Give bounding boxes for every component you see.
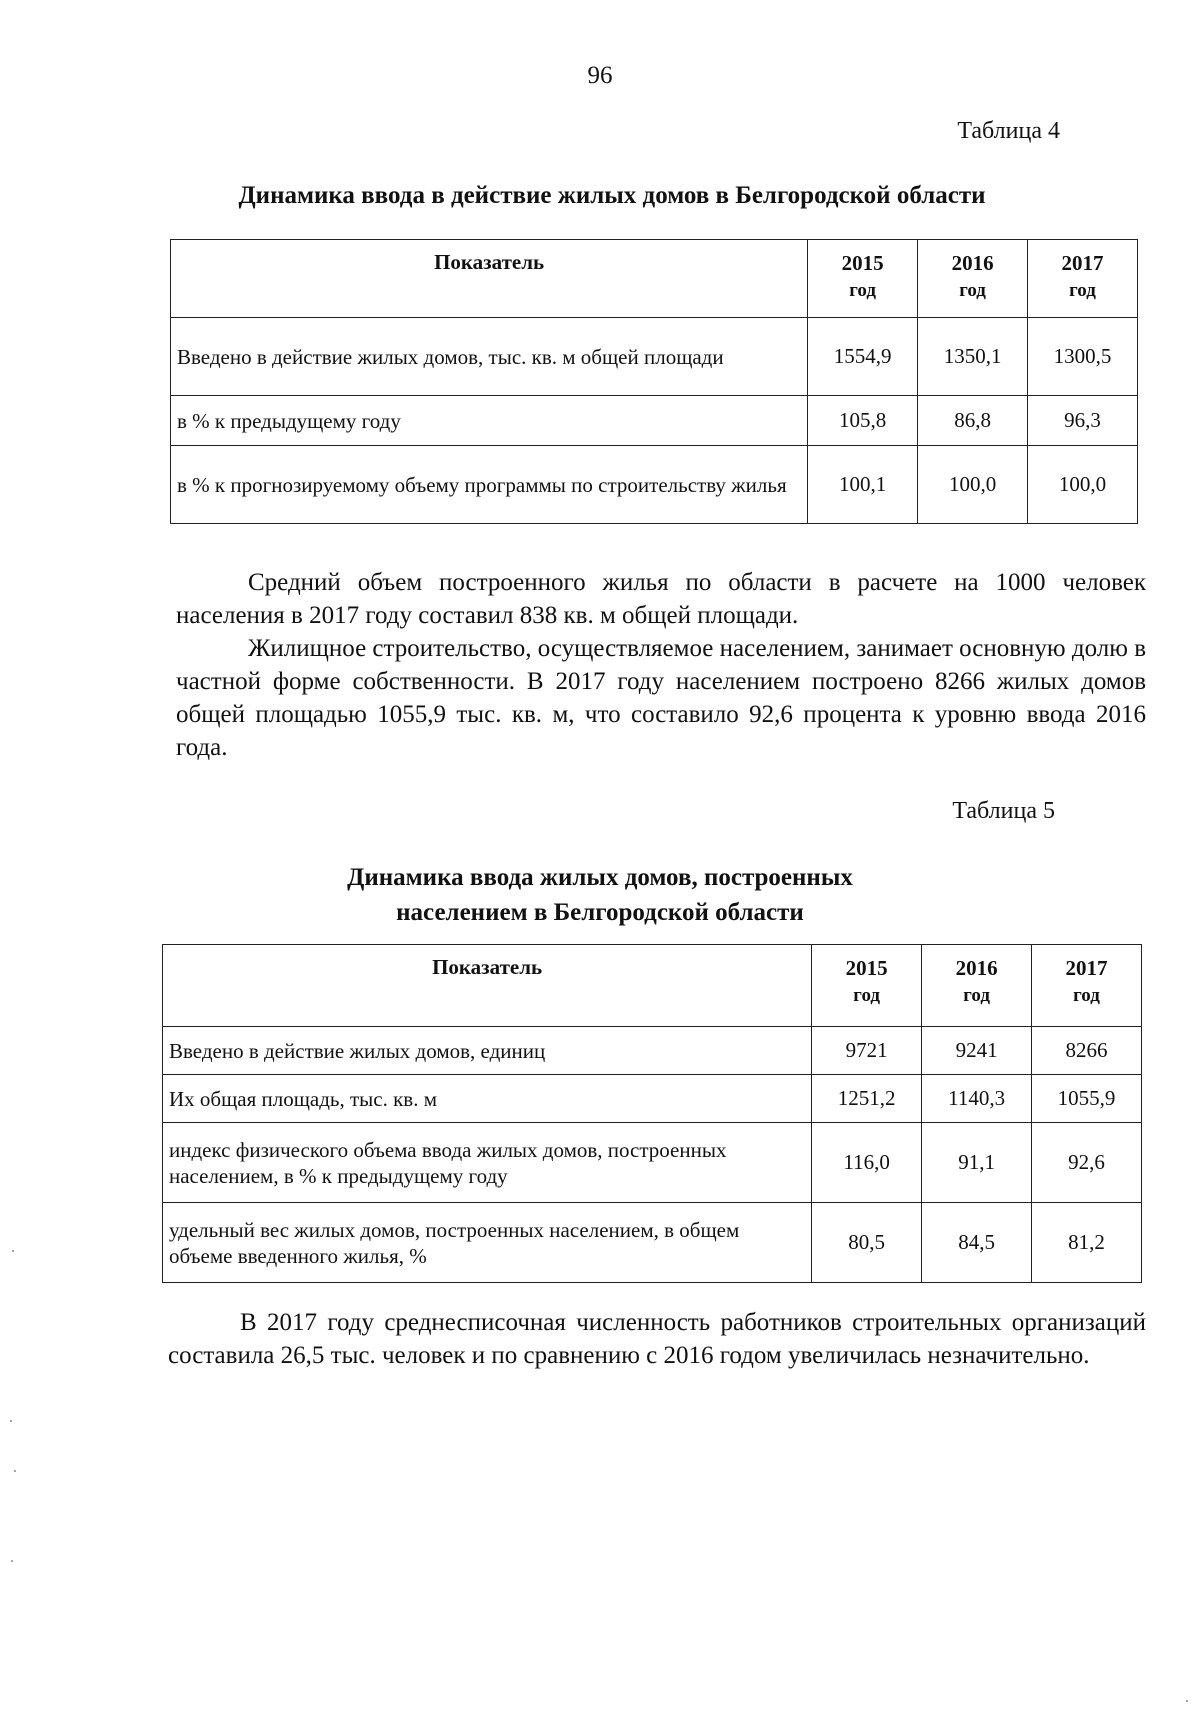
cell-value: 8266 — [1032, 1027, 1142, 1075]
table-row — [163, 1123, 1142, 1203]
cell-value: 9241 — [922, 1027, 1032, 1075]
page-number: 96 — [587, 62, 613, 89]
table5-title-line: Динамика ввода жилых домов, построенных — [347, 864, 853, 891]
table-row — [163, 1075, 1142, 1123]
table5-caption: Таблица 5 — [952, 798, 1055, 824]
row-label: Введено в действие жилых домов, единиц — [163, 1027, 812, 1075]
cell-value: 1140,3 — [922, 1075, 1032, 1123]
scan-speck — [10, 1420, 12, 1422]
table4-caption: Таблица 4 — [957, 118, 1060, 144]
table4 — [170, 239, 1138, 524]
cell-value: 1300,5 — [1028, 318, 1138, 396]
header-indicator: Показатель — [171, 240, 808, 318]
paragraph: В 2017 году среднесписочная численность работников строительных организаций составила 26,5 тыс. человек и по сравнению с 2016 годом увеличилась незначительно. — [168, 1309, 1146, 1369]
cell-value: 1554,9 — [808, 318, 918, 396]
table-header-row — [171, 240, 1138, 318]
header-year: 2017 год — [1032, 945, 1142, 1027]
cell-value: 105,8 — [808, 396, 918, 446]
table-row — [171, 318, 1138, 396]
header-year: 2016 год — [918, 240, 1028, 318]
header-indicator: Показатель — [163, 945, 812, 1027]
scan-speck — [1186, 1700, 1188, 1702]
row-label: в % к прогнозируемому объему программы по строительству жилья — [171, 446, 808, 524]
scan-speck — [14, 1470, 16, 1472]
row-label: в % к предыдущему году — [171, 396, 808, 446]
paragraph: Средний объем построенного жилья по области в расчете на 1000 человек населения в 2017 году составил 838 кв. м общей площади. — [176, 569, 1146, 629]
cell-value: 1055,9 — [1032, 1075, 1142, 1123]
row-label: удельный вес жилых домов, построенных населением, в общем объеме введенного жилья, % — [163, 1203, 812, 1283]
table-row — [171, 446, 1138, 524]
scan-speck — [12, 1250, 14, 1252]
cell-value: 9721 — [812, 1027, 922, 1075]
cell-value: 1251,2 — [812, 1075, 922, 1123]
header-year: 2017 год — [1028, 240, 1138, 318]
table4-title: Динамика ввода в действие жилых домов в Белгородской области — [238, 182, 986, 209]
table-row — [163, 1027, 1142, 1075]
cell-value: 81,2 — [1032, 1203, 1142, 1283]
table-header-row — [163, 945, 1142, 1027]
header-year: 2016 год — [922, 945, 1032, 1027]
cell-value: 96,3 — [1028, 396, 1138, 446]
header-year: 2015 год — [812, 945, 922, 1027]
cell-value: 100,0 — [918, 446, 1028, 524]
table5 — [162, 944, 1142, 1283]
paragraph: Жилищное строительство, осуществляемое населением, занимает основную долю в частной форме собственности. В 2017 году населением построено 8266 жилых домов общей площадью 1055,9 тыс. кв. м, что составило 92,6 процента к уровню ввода 2016 года. — [176, 635, 1146, 761]
cell-value: 80,5 — [812, 1203, 922, 1283]
row-label: индекс физического объема ввода жилых домов, построенных населением, в % к предыдущему году — [163, 1123, 812, 1203]
table-row — [163, 1203, 1142, 1283]
cell-value: 84,5 — [922, 1203, 1032, 1283]
cell-value: 91,1 — [922, 1123, 1032, 1203]
cell-value: 116,0 — [812, 1123, 922, 1203]
row-label: Их общая площадь, тыс. кв. м — [163, 1075, 812, 1123]
cell-value: 1350,1 — [918, 318, 1028, 396]
scan-speck — [11, 1560, 13, 1562]
cell-value: 86,8 — [918, 396, 1028, 446]
header-year: 2015 год — [808, 240, 918, 318]
table-row — [171, 396, 1138, 446]
table5-title — [0, 860, 1200, 930]
cell-value: 92,6 — [1032, 1123, 1142, 1203]
cell-value: 100,0 — [1028, 446, 1138, 524]
table5-title-line: населением в Белгородской области — [396, 899, 804, 926]
cell-value: 100,1 — [808, 446, 918, 524]
row-label: Введено в действие жилых домов, тыс. кв. м общей площади — [171, 318, 808, 396]
